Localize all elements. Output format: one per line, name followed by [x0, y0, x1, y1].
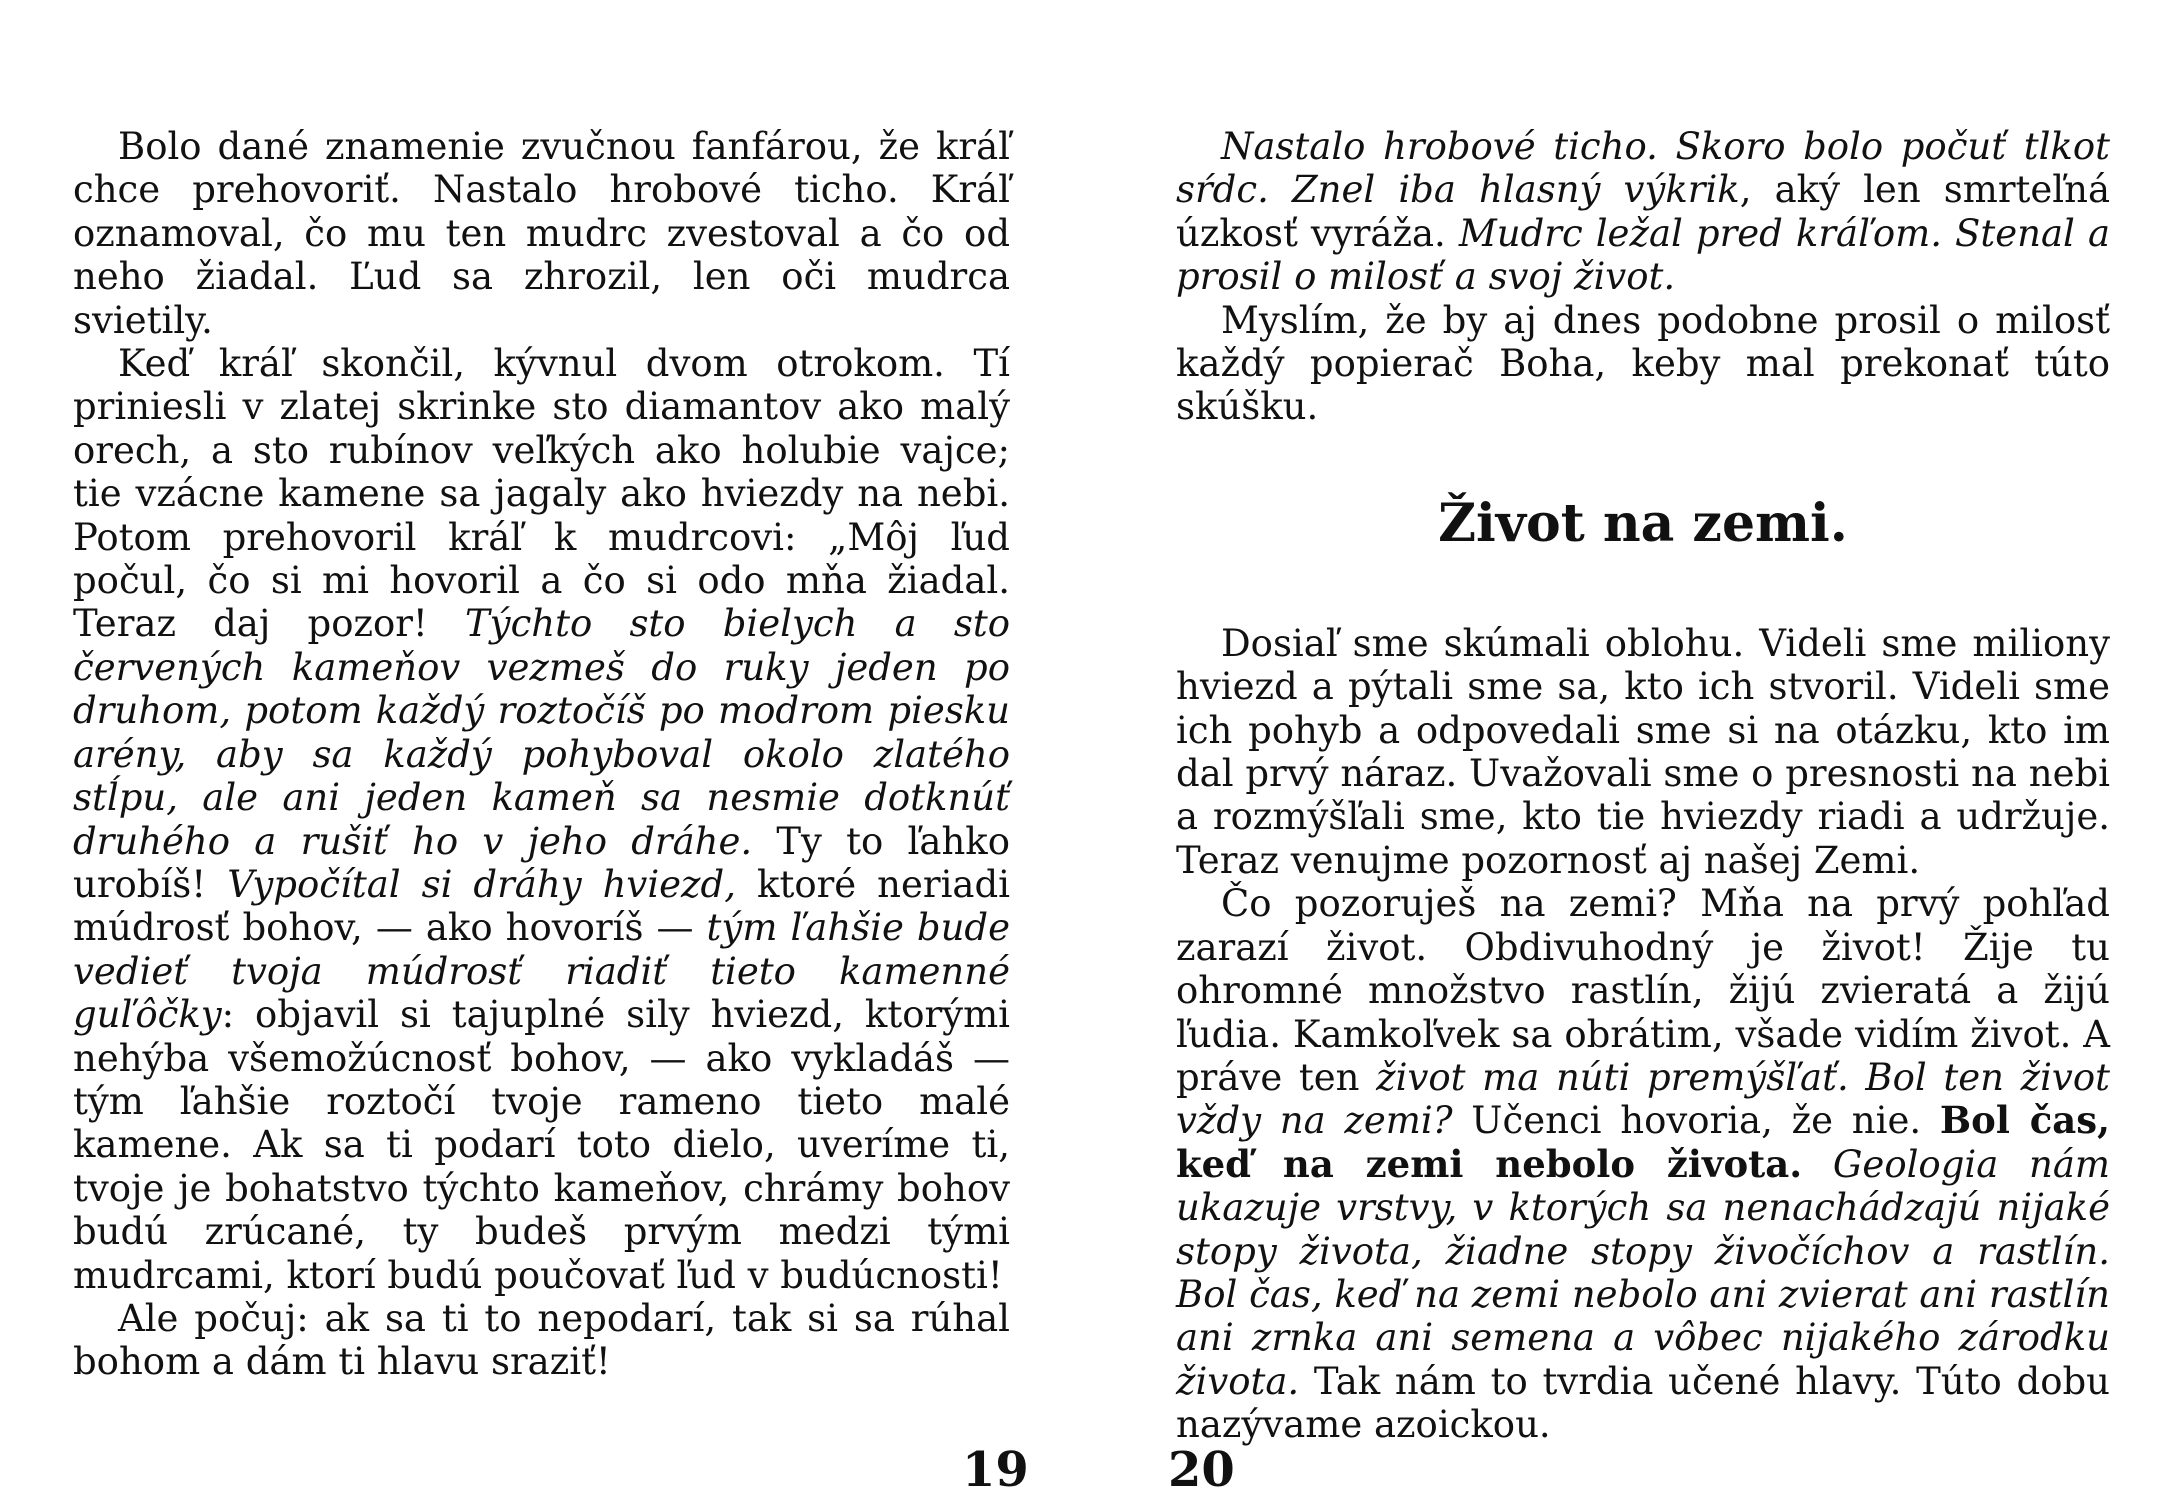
italic-text: Týchto sto bielych a sto červených kameňov vezmeš do ruky jeden po druhom, potom každý roztočíš po modrom piesku arény, aby sa každý pohyboval okolo zlatého stĺpu, ale ani jeden kameň sa nesmie dotknúť druhého a rušiť ho v jeho dráhe. [73, 602, 1010, 863]
paragraph [1176, 299, 2110, 429]
paragraph [1176, 125, 2110, 299]
italic-text: Mudrc ležal pred kráľom. Stenal a prosil o milosť a svoj život. [1176, 211, 2111, 299]
page-number-left: 19 [962, 1442, 1029, 1498]
text-run: : objavil si tajuplné sily hviezd, ktorými nehýba všemožúcnosť bohov, — ako vykladáš — tým ľahšie roztočí tvoje rameno tieto malé kamene. Ak sa ti podarí toto dielo, uveríme ti, tvoje je bohatstvo týchto kameňov, chrámy bohov budú zrúcané, ty budeš prvým medzi tými mudrcami, ktorí budú poučovať ľud v budúcnosti! [73, 993, 1010, 1297]
chapter-heading: Život na zemi. [1438, 492, 1848, 554]
text-run: Myslím, že by aj dnes podobne prosil o milosť každý popierač Boha, keby mal prekonať túto skúšku. [1176, 298, 2110, 429]
paragraph [1176, 622, 2110, 882]
paragraph [73, 342, 1010, 1297]
bold-text: Bol čas, keď na zemi nebolo života. [1176, 1098, 2110, 1186]
page-number-right: 20 [1168, 1442, 1235, 1498]
italic-text: tým ľahšie bude vedieť tvoja múdrosť riadiť tieto kamenné guľôčky [73, 906, 1010, 1037]
text-run: Učenci hovoria, že nie. [1452, 1099, 1940, 1143]
text-run: Bolo dané znamenie zvučnou fanfárou, že kráľ chce prehovoriť. Nastalo hrobové ticho. Kráľ oznamoval, čo mu ten mudrc zvestoval a čo od neho žiadal. Ľud sa zhrozil, len oči mudrca svietily. [73, 125, 1010, 342]
text-run: Keď kráľ skončil, kývnul dvom otrokom. Tí priniesli v zlatej skrinke sto diamantov ako malý orech, a sto rubínov veľkých ako holubie vajce; tie vzácne kamene sa jagaly ako hviezdy na nebi. Potom prehovoril kráľ k mudrcovi: „Môj ľud počul, čo si mi hovoril a čo si odo mňa žiadal. Teraz daj pozor! [73, 342, 1010, 646]
italic-text: Geologia nám ukazuje vrstvy, v ktorých sa nenachádzajú nijaké stopy života, žiadne stopy živočíchov a rastlín. Bol čas, keď na zemi nebolo ani zvierat ani rastlín ani zrnka ani semena a vôbec nijakého zárodku života. [1176, 1142, 2111, 1403]
text-run: Ty to ľahko urobíš! [73, 819, 1010, 906]
text-run: Tak nám to tvrdia učené hlavy. Túto dobu nazývame azoickou. [1176, 1359, 2110, 1447]
text-run: Čo pozoruješ na zemi? Mňa na prvý pohľad zarazí život. Obdivuhodný je život! Žije tu ohromné množstvo rastlín, žijú zvieratá a žijú ľudia. Kamkoľvek sa obrátim, všade vidím život. A práve ten [1176, 882, 2110, 1099]
right-page [1084, 0, 2168, 1500]
text-run: Ale počuj: ak sa ti to nepodarí, tak si sa rúhal bohom a dám ti hlavu sraziť! [73, 1296, 1010, 1384]
text-run [1802, 1143, 1833, 1186]
italic-text: Vypočítal si dráhy hviezd, [227, 862, 737, 906]
paragraph [73, 1297, 1010, 1384]
text-run: ktoré neriadi múdrosť bohov, — ako hovoríš — [73, 862, 1011, 950]
italic-text: život ma núti premýšľať. Bol ten život vždy na zemi? [1176, 1055, 2110, 1143]
right-column-text [1176, 125, 2110, 1447]
left-column-text [73, 125, 1010, 1384]
text-run: Dosiaľ sme skúmali oblohu. Videli sme miliony hviezd a pýtali sme sa, kto ich stvoril. Videli sme ich pohyb a odpovedali sme si na otázku, kto im dal prvý náraz. Uvažovali sme o presnosti na nebi a rozmýšľali sme, kto tie hviezdy riadi a udržuje. Teraz venujme pozornosť aj našej Zemi. [1176, 621, 2110, 882]
text-run: , aký len smrteľná úzkosť vyráža. [1176, 168, 2111, 255]
italic-text: Nastalo hrobové ticho. Skoro bolo počuť tlkot sŕdc. Znel iba hlasný výkrik [1176, 125, 2110, 212]
paragraph [73, 125, 1010, 342]
paragraph [1176, 882, 2110, 1446]
